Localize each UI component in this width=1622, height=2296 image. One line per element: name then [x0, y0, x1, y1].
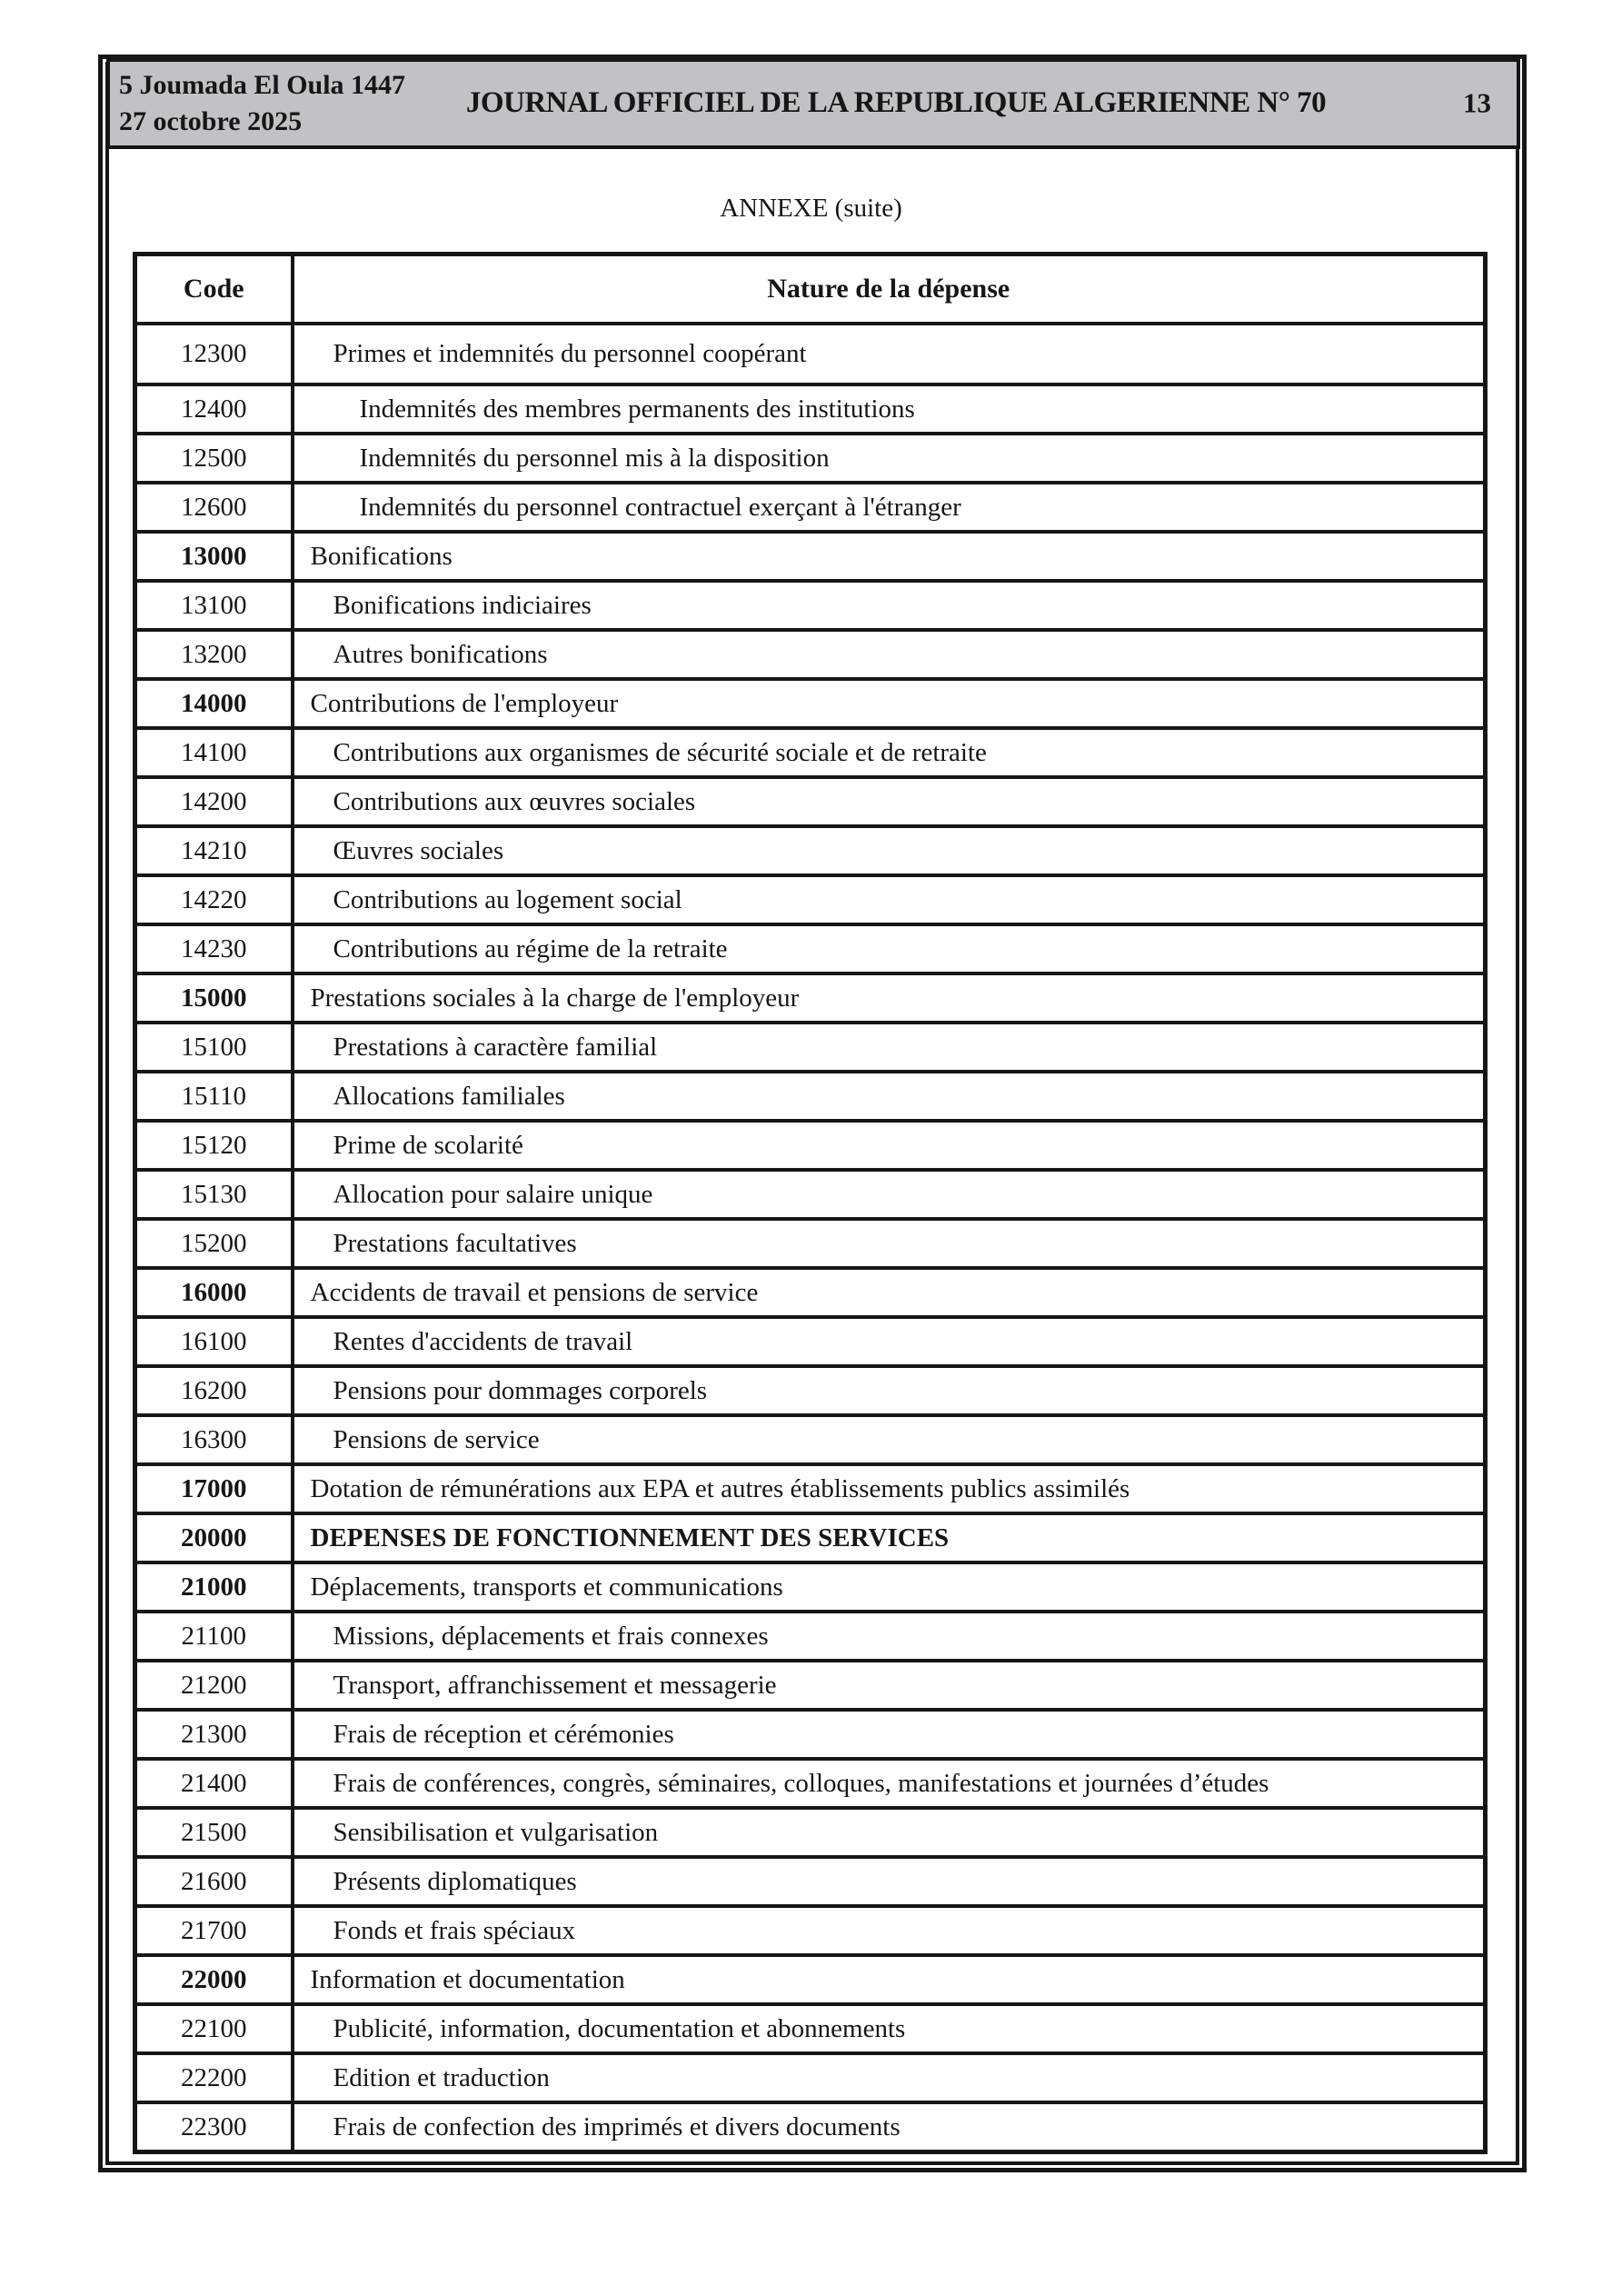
expense-label: Œuvres sociales	[293, 826, 1486, 875]
table-row	[135, 1906, 1486, 1955]
expense-label: Rentes d'accidents de travail	[293, 1317, 1486, 1366]
table-row	[135, 581, 1486, 630]
expense-code: 22100	[135, 2004, 293, 2053]
table-row	[135, 384, 1486, 434]
expense-code: 17000	[135, 1464, 293, 1513]
table-row	[135, 2053, 1486, 2102]
expense-code: 12500	[135, 434, 293, 483]
table-row	[135, 532, 1486, 581]
masthead	[106, 58, 1520, 149]
table-row	[135, 1562, 1486, 1612]
table-row	[135, 826, 1486, 875]
expense-code: 15130	[135, 1170, 293, 1219]
expense-code: 21400	[135, 1759, 293, 1808]
table-row	[135, 1513, 1486, 1562]
expense-label: Contributions au régime de la retraite	[293, 924, 1486, 973]
expense-label: Bonifications indiciaires	[293, 581, 1486, 630]
table-row	[135, 1170, 1486, 1219]
table-row	[135, 1023, 1486, 1072]
table-row	[135, 1219, 1486, 1268]
expense-label: Information et documentation	[293, 1955, 1486, 2004]
table-row	[135, 1268, 1486, 1317]
expense-label: Contributions aux œuvres sociales	[293, 777, 1486, 826]
expense-code: 21200	[135, 1661, 293, 1710]
expense-label: Edition et traduction	[293, 2053, 1486, 2102]
table-row	[135, 1415, 1486, 1464]
table-row	[135, 1612, 1486, 1661]
expense-label: Publicité, information, documentation et abonnements	[293, 2004, 1486, 2053]
table-row	[135, 2102, 1486, 2152]
table-row	[135, 1317, 1486, 1366]
table-row	[135, 483, 1486, 532]
expense-label: Missions, déplacements et frais connexes	[293, 1612, 1486, 1661]
expense-code: 22300	[135, 2102, 293, 2152]
table-row	[135, 434, 1486, 483]
journal-title: JOURNAL OFFICIEL DE LA REPUBLIQUE ALGERIENNE N° 70	[465, 85, 1327, 119]
column-header-nature: Nature de la dépense	[293, 255, 1486, 324]
table-row	[135, 777, 1486, 826]
table-row	[135, 728, 1486, 777]
page-number: 13	[1463, 86, 1491, 119]
table-row	[135, 2004, 1486, 2053]
expense-code: 16000	[135, 1268, 293, 1317]
table-row	[135, 973, 1486, 1023]
expense-label: Indemnités des membres permanents des institutions	[293, 384, 1486, 434]
table-row	[135, 1366, 1486, 1415]
expense-code: 14200	[135, 777, 293, 826]
table-row	[135, 1955, 1486, 2004]
expense-label: Présents diplomatiques	[293, 1857, 1486, 1906]
expense-code: 22200	[135, 2053, 293, 2102]
expense-code: 21700	[135, 1906, 293, 1955]
table-row	[135, 630, 1486, 679]
expense-code: 14220	[135, 875, 293, 924]
expense-code: 14210	[135, 826, 293, 875]
table-row	[135, 875, 1486, 924]
expense-label: Prime de scolarité	[293, 1121, 1486, 1170]
expense-label: Frais de confection des imprimés et divers documents	[293, 2102, 1486, 2152]
table-row	[135, 1857, 1486, 1906]
expense-label: Contributions au logement social	[293, 875, 1486, 924]
expense-code: 14230	[135, 924, 293, 973]
expense-label: Contributions de l'employeur	[293, 679, 1486, 728]
expense-label: Bonifications	[293, 532, 1486, 581]
table-row	[135, 924, 1486, 973]
expense-code: 16200	[135, 1366, 293, 1415]
masthead-date-gregorian: 27 octobre 2025	[119, 106, 303, 136]
expense-code: 21000	[135, 1562, 293, 1612]
expense-code: 22000	[135, 1955, 293, 2004]
expense-label: Prestations sociales à la charge de l'employeur	[293, 973, 1486, 1023]
expense-code: 21100	[135, 1612, 293, 1661]
table-row	[135, 1710, 1486, 1759]
expense-code: 12600	[135, 483, 293, 532]
expense-code: 15000	[135, 973, 293, 1023]
table-header-row	[135, 255, 1486, 324]
expense-label: Allocation pour salaire unique	[293, 1170, 1486, 1219]
expense-code: 20000	[135, 1513, 293, 1562]
masthead-date-hijri: 5 Joumada El Oula 1447	[119, 70, 406, 100]
expense-label: Déplacements, transports et communications	[293, 1562, 1486, 1612]
expense-code: 15110	[135, 1072, 293, 1121]
expense-code: 14000	[135, 679, 293, 728]
expense-table-body	[135, 324, 1486, 2152]
expense-code: 13100	[135, 581, 293, 630]
table-row	[135, 1464, 1486, 1513]
expense-label: Transport, affranchissement et messagerie	[293, 1661, 1486, 1710]
expense-code: 21500	[135, 1808, 293, 1857]
expense-code: 12400	[135, 384, 293, 434]
expense-label: Fonds et frais spéciaux	[293, 1906, 1486, 1955]
expense-label: DEPENSES DE FONCTIONNEMENT DES SERVICES	[293, 1513, 1486, 1562]
expense-label: Accidents de travail et pensions de service	[293, 1268, 1486, 1317]
table-row	[135, 1072, 1486, 1121]
expense-label: Frais de conférences, congrès, séminaires, colloques, manifestations et journées d’études	[293, 1759, 1486, 1808]
expense-label: Prestations facultatives	[293, 1219, 1486, 1268]
expense-code: 13200	[135, 630, 293, 679]
expense-code: 13000	[135, 532, 293, 581]
expense-table	[133, 252, 1488, 2154]
expense-label: Prestations à caractère familial	[293, 1023, 1486, 1072]
expense-label: Frais de réception et cérémonies	[293, 1710, 1486, 1759]
expense-code: 21300	[135, 1710, 293, 1759]
expense-code: 14100	[135, 728, 293, 777]
expense-code: 16300	[135, 1415, 293, 1464]
expense-code: 21600	[135, 1857, 293, 1906]
expense-code: 15200	[135, 1219, 293, 1268]
expense-code: 12300	[135, 324, 293, 384]
table-row	[135, 1759, 1486, 1808]
annexe-title: ANNEXE (suite)	[720, 194, 902, 223]
table-row	[135, 1661, 1486, 1710]
table-row	[135, 324, 1486, 384]
column-header-code: Code	[135, 255, 293, 324]
expense-code: 15120	[135, 1121, 293, 1170]
expense-label: Allocations familiales	[293, 1072, 1486, 1121]
expense-label: Indemnités du personnel mis à la disposition	[293, 434, 1486, 483]
expense-label: Autres bonifications	[293, 630, 1486, 679]
table-row	[135, 1121, 1486, 1170]
expense-code: 16100	[135, 1317, 293, 1366]
expense-label: Contributions aux organismes de sécurité sociale et de retraite	[293, 728, 1486, 777]
expense-label: Sensibilisation et vulgarisation	[293, 1808, 1486, 1857]
expense-label: Pensions pour dommages corporels	[293, 1366, 1486, 1415]
expense-label: Indemnités du personnel contractuel exerçant à l'étranger	[293, 483, 1486, 532]
expense-label: Dotation de rémunérations aux EPA et autres établissements publics assimilés	[293, 1464, 1486, 1513]
expense-code: 15100	[135, 1023, 293, 1072]
table-row	[135, 1808, 1486, 1857]
expense-label: Primes et indemnités du personnel coopérant	[293, 324, 1486, 384]
expense-label: Pensions de service	[293, 1415, 1486, 1464]
table-row	[135, 679, 1486, 728]
